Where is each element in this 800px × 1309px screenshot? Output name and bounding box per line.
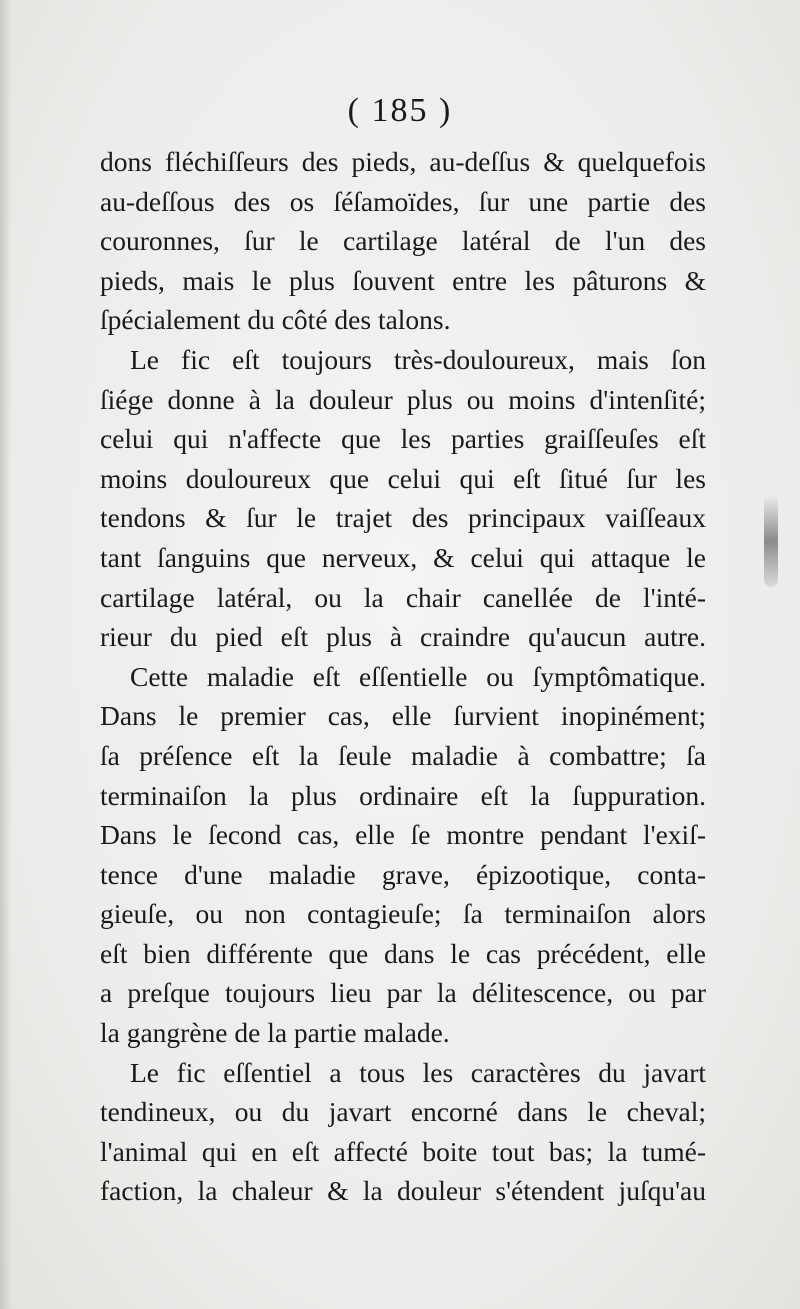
page-number: ( 185 ) [347, 92, 453, 129]
text-line: eſt bien différente que dans le cas précédent, elle [100, 937, 706, 969]
text-line: couronnes, ſur le cartilage latéral de l'un des [100, 225, 706, 257]
text-line: tence d'une maladie grave, épizootique, conta- [100, 858, 706, 890]
text-line: ſpécialement du côté des talons. [100, 304, 451, 336]
text-line: faction, la chaleur & la douleur s'étendent juſqu'au [100, 1175, 706, 1207]
text-line: la gangrène de la partie malade. [100, 1017, 450, 1049]
text-line: tendineux, ou du javart encorné dans le cheval; [100, 1096, 706, 1128]
text-line: gieuſe, ou non contagieuſe; ſa terminaiſon alors [100, 898, 706, 930]
text-line: tendons & ſur le trajet des principaux vaiſſeaux [100, 502, 706, 534]
text-line: l'animal qui en eſt affecté boite tout bas; la tumé- [100, 1135, 706, 1167]
text-line: terminaiſon la plus ordinaire eſt la ſuppuration. [100, 779, 706, 811]
text-line: au-deſſous des os ſéſamoïdes, ſur une partie des [100, 185, 706, 217]
text-line: Le fic eſt toujours très-douloureux, mais ſon [130, 343, 706, 375]
text-line: pieds, mais le plus ſouvent entre les pâturons & [100, 264, 706, 296]
text-line: Dans le ſecond cas, elle ſe montre pendant l'exiſ- [100, 819, 706, 851]
text-line: Cette maladie eſt eſſentielle ou ſymptômatique. [130, 660, 706, 692]
text-line: tant ſanguins que nerveux, & celui qui attaque le [100, 541, 706, 573]
text-line: a preſque toujours lieu par la délitescence, ou par [100, 977, 706, 1009]
text-line: cartilage latéral, ou la chair canellée de l'inté- [100, 581, 706, 613]
text-line: dons fléchiſſeurs des pieds, au-deſſus & quelquefois [100, 146, 706, 177]
text-line: Dans le premier cas, elle ſurvient inopinément; [100, 700, 706, 732]
ink-smudge [764, 495, 778, 587]
text-line: celui qui n'affecte que les parties graiſſeuſes eſt [100, 423, 706, 455]
text-line: ſa préſence eſt la ſeule maladie à combattre; ſa [100, 739, 706, 771]
text-line: Le fic eſſentiel a tous les caractères du javart [130, 1056, 706, 1088]
text-line: rieur du pied eſt plus à craindre qu'aucun autre. [100, 621, 706, 653]
text-line: moins douloureux que celui qui eſt ſitué ſur les [100, 462, 706, 494]
text-line: ſiége donne à la douleur plus ou moins d'intenſité; [100, 383, 706, 415]
page-edge-shadow [0, 0, 12, 1309]
body-text [100, 142, 706, 1211]
